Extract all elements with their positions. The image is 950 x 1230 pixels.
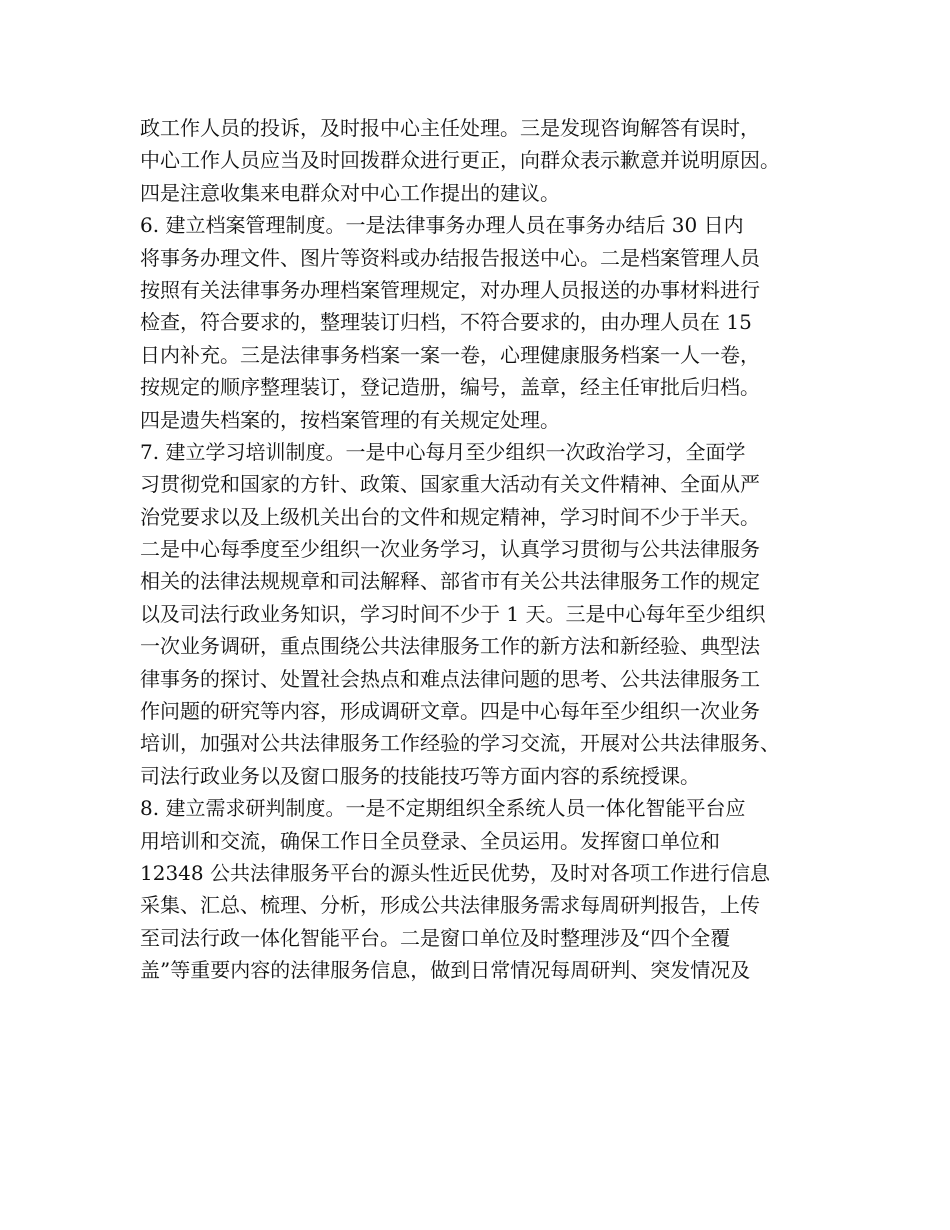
text-line: 盖”等重要内容的法律服务信息，做到日常情况每周研判、突发情况及 <box>140 958 751 983</box>
text-line: 培训，加强对公共法律服务工作经验的学习交流，开展对公共法律服务、 <box>140 731 780 756</box>
text-line: 至司法行政一体化智能平台。二是窗口单位及时整理涉及“四个全覆 <box>140 925 731 950</box>
text-line: 一次业务调研，重点围绕公共法律服务工作的新方法和新经验、典型法 <box>140 634 760 659</box>
text-line: 8. 建立需求研判制度。一是不定期组织全系统人员一体化智能平台应 <box>140 796 746 821</box>
text-line: 律事务的探讨、处置社会热点和难点法律问题的思考、公共法律服务工 <box>140 666 760 691</box>
text-line: 采集、汇总、梳理、分析，形成公共法律服务需求每周研判报告，上传 <box>140 893 760 918</box>
text-line: 二是中心每季度至少组织一次业务学习，认真学习贯彻与公共法律服务 <box>140 537 760 562</box>
text-line: 四是遗失档案的，按档案管理的有关规定处理。 <box>140 407 560 432</box>
text-line: 按照有关法律事务办理档案管理规定，对办理人员报送的办事材料进行 <box>140 277 760 302</box>
text-line: 习贯彻党和国家的方针、政策、国家重大活动有关文件精神、全面从严 <box>140 472 760 497</box>
text-line: 四是注意收集来电群众对中心工作提出的建议。 <box>140 180 560 205</box>
text-line: 12348 公共法律服务平台的源头性近民优势，及时对各项工作进行信息 <box>140 860 770 885</box>
text-line: 中心工作人员应当及时回拨群众进行更正，向群众表示歉意并说明原因。 <box>140 148 780 173</box>
text-line: 以及司法行政业务知识，学习时间不少于 1 天。三是中心每年至少组织 <box>140 601 766 626</box>
text-line: 6. 建立档案管理制度。一是法律事务办理人员在事务办结后 30 日内 <box>140 213 744 238</box>
text-line: 作问题的研究等内容，形成调研文章。四是中心每年至少组织一次业务 <box>140 699 760 724</box>
text-line: 政工作人员的投诉，及时报中心主任处理。三是发现咨询解答有误时， <box>140 116 760 140</box>
text-line: 日内补充。三是法律事务档案一案一卷，心理健康服务档案一人一卷， <box>140 342 760 367</box>
text-line: 检查，符合要求的，整理装订归档，不符合要求的，由办理人员在 15 <box>140 310 752 335</box>
text-line: 将事务办理文件、图片等资料或办结报告报送中心。二是档案管理人员 <box>140 245 760 270</box>
body-text <box>140 112 830 987</box>
text-line: 相关的法律法规规章和司法解释、部省市有关公共法律服务工作的规定 <box>140 569 760 594</box>
text-line: 用培训和交流，确保工作日全员登录、全员运用。发挥窗口单位和 <box>140 828 720 853</box>
text-line: 7. 建立学习培训制度。一是中心每月至少组织一次政治学习，全面学 <box>140 439 746 464</box>
text-line: 按规定的顺序整理装订，登记造册，编号，盖章，经主任审批后归档。 <box>140 375 760 400</box>
text-line: 治党要求以及上级机关出台的文件和规定精神，学习时间不少于半天。 <box>140 504 760 529</box>
text-line: 司法行政业务以及窗口服务的技能技巧等方面内容的系统授课。 <box>140 763 700 788</box>
